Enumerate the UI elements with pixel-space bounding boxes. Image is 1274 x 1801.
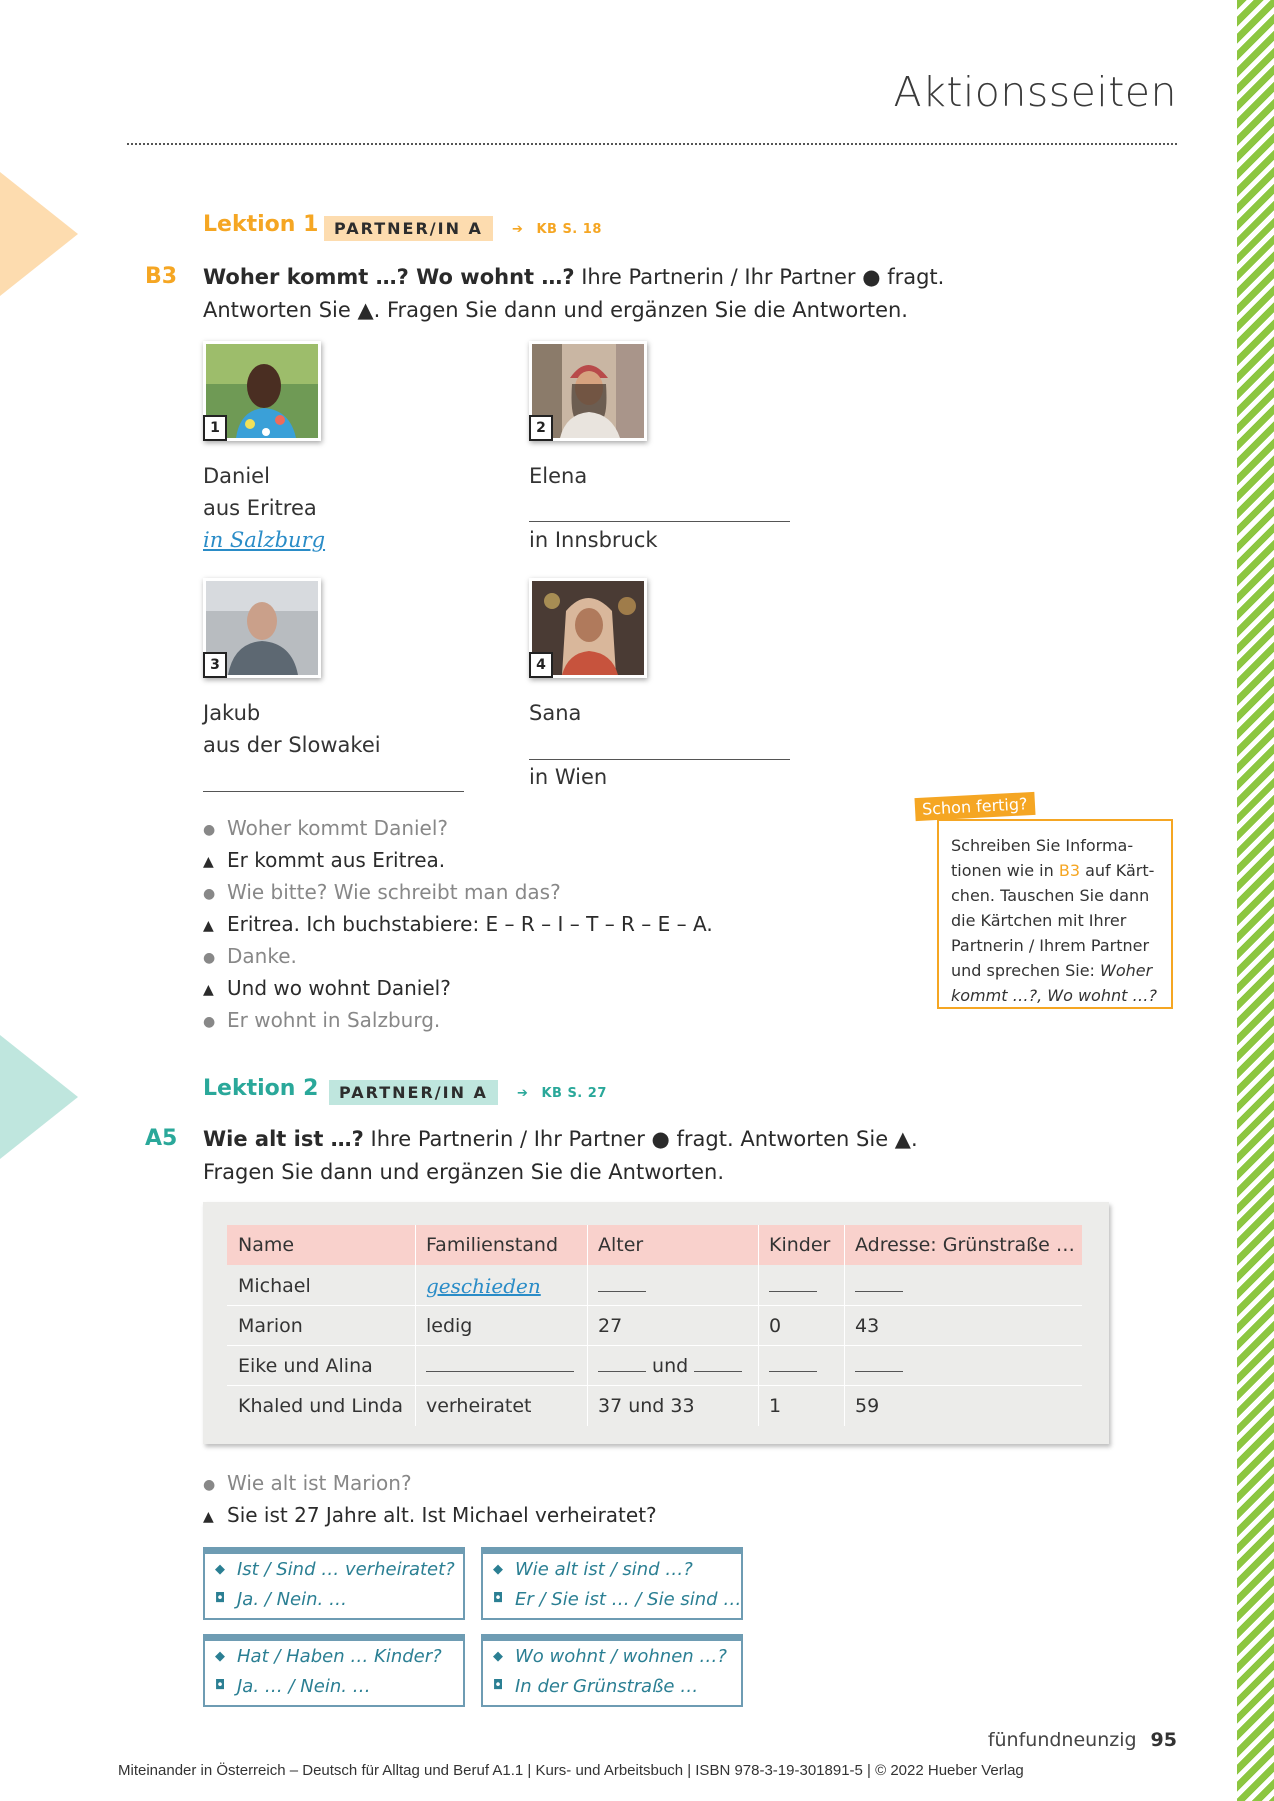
circle-marker-icon: ● [203, 1014, 216, 1030]
exercise-ref: B3 [1058, 861, 1081, 880]
source-citation: Miteinander in Österreich – Deutsch für Alltag und Beruf A1.1 | Kurs- und Arbeitsbuch | ISBN 978-3-19-301891-5 | © 2022 Hueber Verlag [118, 1762, 1024, 1779]
answer-line-origin [529, 521, 790, 522]
photo-daniel [203, 341, 321, 441]
square-bullet-icon: ◘ [215, 1591, 226, 1606]
instruction-rest: Ihre Partnerin / Ihr Partner ● fragt. [574, 265, 945, 289]
partner-a-tag-2: PARTNER/IN A [329, 1080, 498, 1105]
photo-elena [529, 341, 647, 441]
blank-line [769, 1273, 817, 1292]
column-header: Kinder [769, 1234, 831, 1256]
diamond-icon: ◆ [215, 1562, 225, 1577]
blank-line [598, 1273, 646, 1292]
instruction-bold: Woher kommt …? Wo wohnt …? [203, 265, 575, 289]
diamond-icon: ◆ [493, 1562, 503, 1577]
kb-reference-2 [517, 1086, 607, 1101]
table-row-divider [227, 1305, 1082, 1306]
page-number-word: fünfundneunzig [987, 1729, 1137, 1751]
table-column-divider [758, 1225, 759, 1426]
instruction-line2: Antworten Sie ▲. Fragen Sie dann und ergänzen Sie die Antworten. [203, 298, 908, 322]
table-column-divider [415, 1225, 416, 1426]
table-row: Khaled und Linda verheiratet 37 und 33 1 59 [238, 1395, 880, 1417]
phrase-box: ◆ Ist / Sind … verheiratet? ◘ Ja. / Nein. … [203, 1547, 465, 1620]
table-row: Eike und Alina und [227, 1346, 1082, 1386]
photo-number: 2 [529, 415, 553, 441]
schon-fertig-text: Schreiben Sie Informa-tionen wie in B3 auf Kärt-chen. Tauschen Sie dann die Kärtchen mit Ihrer Partnerin / Ihrem Partner und sprechen Sie: Woher kommt …?, Wo wohnt …? [951, 836, 1157, 1005]
partner-a-tag-1: PARTNER/IN A [324, 216, 493, 241]
instruction-bold: Wie alt ist …? [203, 1127, 364, 1151]
page-title: Aktionsseiten [893, 68, 1177, 116]
dotted-divider [127, 143, 1177, 145]
blank-line [855, 1273, 903, 1292]
green-striped-margin [1237, 0, 1274, 1801]
phrase-box: ◆ Wie alt ist / sind …? ◘ Er / Sie ist … / Sie sind … [481, 1547, 743, 1620]
triangle-marker-icon: ▲ [203, 854, 214, 870]
exercise-a5-instruction [203, 1123, 1103, 1189]
table-row: Marion ledig 27 0 43 [238, 1315, 880, 1337]
circle-marker-icon: ● [203, 950, 216, 966]
table-row-divider [227, 1345, 1082, 1346]
person-name: Daniel [203, 464, 270, 488]
instruction-line2: Fragen Sie dann und ergänzen Sie die Antworten. [203, 1160, 725, 1184]
triangle-marker-icon: ▲ [203, 918, 214, 934]
exercise-number-a5: A5 [145, 1126, 178, 1151]
person-residence: in Wien [529, 765, 608, 789]
schon-fertig-box [937, 819, 1173, 1009]
kb-ref-text: KB S. 27 [541, 1086, 607, 1101]
photo-number: 4 [529, 652, 553, 678]
triangle-marker-icon: ▲ [203, 1509, 214, 1525]
person-name: Jakub [203, 701, 261, 725]
lektion-1-heading: Lektion 1 [203, 212, 319, 237]
person-origin: aus der Slowakei [203, 733, 381, 757]
kb-ref-text: KB S. 18 [536, 222, 602, 237]
kb-reference-1 [512, 222, 602, 237]
circle-marker-icon: ● [203, 886, 216, 902]
phrase-box: ◆ Wo wohnt / wohnen …? ◘ In der Grünstraße … [481, 1634, 743, 1707]
column-header: Adresse: Grünstraße … [855, 1234, 1075, 1256]
blank-line [855, 1353, 903, 1372]
answer-line-origin [529, 759, 790, 760]
photo-jakub [203, 578, 321, 678]
square-bullet-icon: ◘ [493, 1678, 504, 1693]
answer-line-residence [203, 791, 464, 792]
arrow-right-icon: ➔ [512, 222, 524, 237]
page-number-digits: 95 [1150, 1729, 1177, 1751]
person-origin: aus Eritrea [203, 496, 317, 520]
column-header: Alter [598, 1234, 644, 1256]
square-bullet-icon: ◘ [493, 1591, 504, 1606]
column-header: Familienstand [426, 1234, 558, 1256]
diamond-icon: ◆ [215, 1649, 225, 1664]
column-header: Name [238, 1234, 295, 1256]
person-name: Sana [529, 701, 582, 725]
person-name: Elena [529, 464, 588, 488]
triangle-marker-icon: ▲ [203, 982, 214, 998]
table-column-divider [844, 1225, 845, 1426]
diamond-icon: ◆ [493, 1649, 503, 1664]
teal-triangle-decoration [0, 1035, 78, 1159]
orange-triangle-decoration [0, 172, 78, 296]
blank-line [598, 1353, 646, 1372]
blank-line [694, 1353, 742, 1372]
table-row-divider [227, 1385, 1082, 1386]
arrow-right-icon: ➔ [517, 1086, 529, 1101]
person-residence-handwritten: in Salzburg [203, 528, 326, 552]
circle-marker-icon: ● [203, 822, 216, 838]
square-bullet-icon: ◘ [215, 1678, 226, 1693]
photo-number: 1 [203, 415, 227, 441]
photo-sana [529, 578, 647, 678]
blank-line [769, 1353, 817, 1372]
exercise-number-b3: B3 [145, 264, 178, 289]
handwritten-answer: geschieden [426, 1274, 541, 1298]
exercise-b3-instruction [203, 261, 1103, 327]
table-column-divider [587, 1225, 588, 1426]
lektion-2-heading: Lektion 2 [203, 1076, 319, 1101]
table-row: Michael geschieden [227, 1266, 1082, 1306]
schon-fertig-label: Schon fertig? [914, 792, 1035, 821]
blank-line [426, 1353, 574, 1372]
page-number [988, 1729, 1177, 1751]
table-header-row [227, 1225, 1082, 1265]
person-residence: in Innsbruck [529, 528, 658, 552]
instruction-rest: Ihre Partnerin / Ihr Partner ● fragt. Antworten Sie ▲. [363, 1127, 918, 1151]
phrase-box: ◆ Hat / Haben … Kinder? ◘ Ja. … / Nein. … [203, 1634, 465, 1707]
circle-marker-icon: ● [203, 1477, 216, 1493]
photo-number: 3 [203, 652, 227, 678]
